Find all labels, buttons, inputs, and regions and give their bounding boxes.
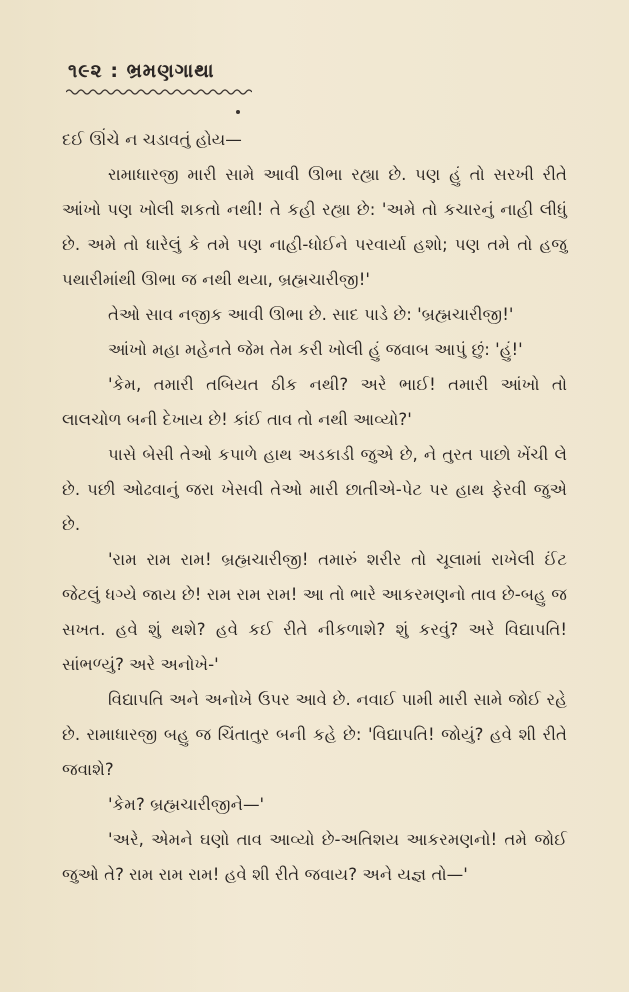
paragraph: 'કેમ, તમારી તબિયત ઠીક નથી? અરે ભાઈ! તમારી આંખો તો લાલચોળ બની દેખાય છે! કાંઈ તાવ તો નથી આવ્યો?' [62, 375, 567, 429]
page-number: ૧૯૨ [68, 60, 103, 82]
paragraph: આંખો મહા મહેનતે જેમ તેમ કરી ખોલી હું જવાબ આપું છું: 'હું!' [108, 340, 523, 359]
paragraph: 'અરે, એમને ઘણો તાવ આવ્યો છે-અતિશય આકરમણનો! તમે જોઈ જુઓ તે? રામ રામ રામ! હવે શી રીતે જવાય? અને યજ્ઞ તો—' [62, 830, 567, 884]
header-separator: : [110, 60, 119, 82]
paragraph: પાસે બેસી તેઓ કપાળે હાથ અડકાડી જુએ છે, ને તુરત પાછો ખેંચી લે છે. પછી ઓઢવાનું જરા ખેસવી તેઓ મારી છાતીએ-પેટ પર હાથ ફેરવી જુએ છે. [62, 445, 567, 534]
paragraph: દઈ ઊંચે ન ચડાવતું હોય— [62, 130, 242, 149]
running-header [68, 60, 215, 82]
ornament-dot [236, 110, 240, 114]
paragraph: વિદ્યાપતિ અને અનોખે ઉપર આવે છે. નવાઈ પામી મારી સામે જોઈ રહે છે. રામાધારજી બહુ જ ચિંતાતુર બની કહે છે: 'વિદ્યાપતિ! જોયું? હવે શી રીતે જવાશે? [62, 690, 567, 779]
paragraph: તેઓ સાવ નજીક આવી ઊભા છે. સાદ પાડે છે: 'બ્રહ્મચારીજી!' [108, 305, 514, 324]
body-text [62, 122, 567, 892]
paragraph: 'કેમ? બ્રહ્મચારીજીને—' [108, 795, 265, 814]
book-title: ભ્રમણગાથા [126, 60, 215, 82]
header-wavy-underline [66, 88, 252, 96]
paragraph: 'રામ રામ રામ! બ્રહ્મચારીજી! તમારું શરીર તો ચૂલામાં રાખેલી ઈંટ જેટલું ધગ્યે જાય છે! રામ રામ રામ! આ તો ભારે આકરમણનો તાવ છે-બહુ જ સખત. હવે શું થશે? હવે કઈ રીતે નીકળાશે? શું કરવું? અરે વિદ્યાપતિ! સાંભળ્યું? અરે અનોખે-' [62, 550, 567, 674]
paragraph: રામાધારજી મારી સામે આવી ઊભા રહ્યા છે. પણ હું તો સરખી રીતે આંખો પણ ખોલી શકતો નથી! તે કહી રહ્યા છે: 'અમે તો કચારનું નાહી લીધું છે. અમે તો ધારેલું કે તમે પણ નાહી-ધોઈને પરવાર્યા હશો; પણ તમે તો હજુ પથારીમાંથી ઊભા જ નથી થયા, બ્રહ્મચારીજી!' [62, 165, 567, 289]
